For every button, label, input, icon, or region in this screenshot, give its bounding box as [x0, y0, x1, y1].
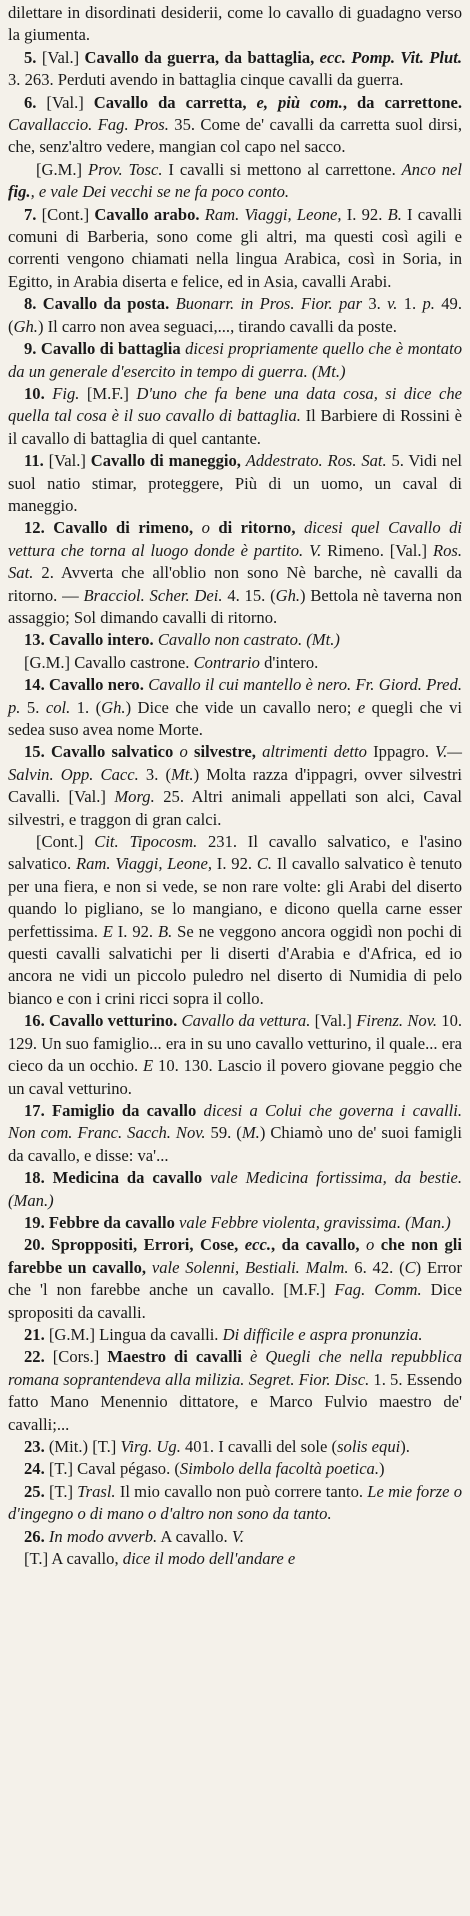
entry-text: d'intero. — [259, 652, 319, 672]
entry-text: Gh. — [275, 585, 301, 605]
entry-text: Cavallo di maneggio, — [90, 451, 246, 471]
entry-text: dice il modo dell'andare e — [122, 1549, 296, 1569]
entry-text: Ram. Viaggi, Leone, — [204, 204, 342, 224]
entry-text: altrimenti detto — [262, 742, 367, 762]
dictionary-entry — [8, 383, 462, 450]
entry-text: ). — [400, 1437, 410, 1456]
entry-text: ) Error che 'l non farebbe anche un cavallo. [M.F.] — [8, 1257, 463, 1300]
entry-text: 2. Avverta che all'oblio non sono Nè barche, nè cavalli da ritorno. — — [8, 563, 462, 605]
entry-text: Il cavallo salvatico è tenuto per una fiera, e non si vede, se non rare volte: gli Arabi del diserto quando lo pigliano, se lo mangiano, e dicono quella carne esser perfettissima. — [8, 854, 462, 941]
dictionary-entry — [8, 2, 462, 47]
entry-text: Virg. Ug. — [120, 1437, 181, 1456]
entry-text: [G.M.] Cavallo castrone. — [24, 652, 194, 672]
entry-text: [T.] — [48, 1481, 78, 1501]
entry-text: 16. Cavallo vetturino. — [24, 1011, 182, 1031]
entry-text: ecc. Pomp. Vit. Plut. — [319, 47, 463, 67]
dictionary-entry — [8, 92, 462, 159]
entry-text: Cavallo non castrato. (Mt.) — [157, 630, 340, 650]
entry-text: [G.M.] Lingua da cavalli. — [48, 1324, 223, 1344]
entry-text: Il Barbiere di Rossini è il cavallo di battaglia di quel cantante. — [8, 406, 462, 448]
entry-text: vale Medicina fortissima, da bestie. (Man.) — [8, 1168, 462, 1210]
entry-text: silvestre, — [187, 742, 263, 762]
entry-text: 3. ( — [138, 764, 171, 784]
entry-text: [Cont.] — [41, 204, 95, 224]
entry-text: [T.] A cavallo, — [24, 1549, 123, 1569]
entry-text: 9. Cavallo di battaglia — [24, 339, 186, 359]
entry-text: Firenz. Nov. — [356, 1011, 437, 1031]
entry-text: ecc. — [244, 1235, 271, 1255]
dictionary-entry — [8, 1234, 462, 1324]
entry-text: Dice spropositi da cavalli. — [8, 1280, 462, 1322]
entry-text: 23. — [24, 1437, 49, 1456]
entry-text: In modo avverb. — [48, 1526, 158, 1546]
entry-text: Ros. Sat. — [8, 540, 462, 583]
entry-text: Trasl. — [77, 1481, 116, 1501]
entry-text: 49. ( — [8, 294, 462, 336]
entry-text: Fig. — [52, 383, 80, 403]
entry-text: 5. Vidi nel suol natio stimar, proteggere, Più di un uomo, un caval di maneggio. — [8, 451, 462, 515]
entry-text: dilettare in disordinati desiderii, come lo cavallo di guadagno verso la giumenta. — [8, 3, 462, 45]
entry-text: Ippagro. — [366, 742, 436, 762]
entry-text: (Mit.) [T.] — [48, 1437, 121, 1456]
entry-text: 4. 15. ( — [222, 585, 276, 605]
entry-text: 1. ( — [70, 697, 102, 717]
entry-text: ) — [379, 1459, 385, 1479]
dictionary-entry — [8, 338, 462, 383]
entry-text: Se ne veggono ancora oggidì non pochi di questi cavalli salvatichi per li diserti d'Arabia e d'Africa, ed io ancora ne vidi un piccolo puledro nel diserto di Numidia di pelo bianco e con i crini ricci sopra il collo. — [8, 921, 462, 1008]
entry-text: 24. — [24, 1459, 49, 1479]
entry-text: 13. Cavallo intero. — [24, 630, 158, 650]
entry-text: Gh. — [101, 697, 126, 717]
entry-text: vale Solenni, Bestiali. Malm. — [151, 1257, 349, 1277]
entry-text: , e vale Dei vecchi se ne fa poco conto. — [30, 182, 290, 202]
dictionary-entry — [8, 204, 462, 294]
entry-text: 35. Come de' cavalli da carretta suol dirsi, che, senz'altro vedere, mangian col capo nel sacco. — [8, 115, 463, 157]
entry-text: B. — [387, 204, 402, 224]
entry-text: 6. — [24, 92, 47, 112]
entry-text: 22. — [24, 1347, 53, 1367]
entry-text: E — [143, 1056, 154, 1076]
entry-text: 6. 42. ( — [348, 1257, 405, 1277]
dictionary-entry — [8, 1212, 462, 1234]
dictionary-entry — [8, 629, 462, 651]
entry-text: [Val.] — [41, 47, 85, 67]
entry-text: 8. Cavallo da posta. — [24, 294, 176, 314]
entry-text: 3. — [362, 294, 388, 314]
entry-text: 25. — [24, 1481, 49, 1501]
entry-text: 25. Altri animali appellati son alci, Caval silvestri, e traggon di gran calci. — [8, 787, 462, 829]
entry-text: , da cavallo, — [271, 1235, 367, 1255]
entry-text: 10. 130. Lascio il povero giovane peggio che un caval vetturino. — [8, 1056, 463, 1098]
entry-text: Cavallo il cui mantello è nero. Fr. Giord. Pred. p. — [8, 675, 462, 717]
entry-text: 10. — [24, 383, 53, 403]
entry-text: Di difficile e aspra pronunzia. — [222, 1324, 423, 1344]
entry-text: M. — [241, 1123, 260, 1143]
entry-text: [Val.] — [310, 1011, 357, 1031]
entry-text: E — [102, 921, 113, 941]
dictionary-entry — [8, 1100, 462, 1167]
dictionary-entry — [8, 831, 462, 1010]
dictionary-entry — [8, 674, 462, 741]
dictionary-entry — [8, 1548, 462, 1570]
entry-text: I. 92. — [112, 921, 158, 941]
entry-text: Bracciol. Scher. Dei. — [83, 585, 223, 605]
entry-text: , da carrettone. — [342, 92, 462, 112]
entry-text: Anco nel — [401, 159, 462, 179]
entry-text: dicesi quel Cavallo di vettura che torna al luogo donde è partito. V. — [8, 518, 463, 560]
entry-text: col. — [45, 697, 71, 717]
entry-text: e — [357, 697, 366, 717]
entry-text: [Cors.] — [52, 1347, 108, 1367]
entry-text: V.— Salvin. Opp. Cacc. — [8, 742, 463, 784]
entry-text: Buonarr. in Pros. Fior. par — [175, 294, 363, 314]
entry-text: Prov. Tosc. — [88, 159, 163, 179]
entry-text: [M.F.] — [79, 383, 137, 403]
entry-text: [Val.] — [46, 92, 94, 112]
entry-text: vale Febbre violenta, gravissima. (Man.) — [179, 1212, 451, 1232]
entry-text: 5. — [24, 47, 42, 67]
entry-text: ) Bettola nè taverna non assaggio; Sol dimando cavalli di ritorno. — [8, 585, 463, 627]
entry-text: ) Il carro non avea seguaci,..., tirando cavalli da poste. — [37, 316, 397, 336]
entry-text: 26. — [24, 1526, 49, 1546]
entry-text: 1. 5. Essendo fatto Mano Menennio dittatore, e Marco Fulvio maestro de' cavalli;... — [8, 1369, 462, 1434]
entry-text: Simbolo della facoltà poetica. — [179, 1459, 379, 1479]
dictionary-entry — [8, 1346, 462, 1436]
entry-text: o — [366, 1235, 375, 1255]
entry-text: I. 92. — [212, 854, 257, 874]
dictionary-entry — [8, 450, 462, 517]
dictionary-entry — [8, 1481, 462, 1526]
entry-text: V. — [231, 1526, 244, 1546]
dictionary-entry — [8, 47, 462, 92]
entry-text: [T.] Caval pégaso. ( — [48, 1459, 180, 1479]
entry-text: Rimeno. [Val.] — [321, 540, 433, 560]
entry-text: Cit. Tipocosm. — [94, 832, 198, 852]
entry-text: [Val.] — [48, 451, 91, 471]
entry-text: 1. — [397, 294, 423, 314]
entry-text: I. 92. — [341, 204, 388, 224]
entry-text: [Cont.] — [36, 832, 95, 852]
entry-text: e, più com. — [256, 92, 343, 112]
entry-text: o — [201, 518, 210, 538]
dictionary-entry — [8, 159, 462, 204]
dictionary-entry — [8, 1436, 462, 1458]
entry-text: Cavallo da guerra, da battaglia, — [84, 47, 320, 67]
entry-text: Addestrato. Ros. Sat. — [245, 451, 387, 471]
entry-text: D'uno che fa bene una data cosa, si dice che quella tal cosa è il suo cavallo di battaglia. — [8, 383, 462, 426]
entry-text: che non gli farebbe un cavallo, — [8, 1235, 462, 1277]
entry-text: 5. — [20, 697, 46, 717]
dictionary-entry — [8, 1167, 462, 1212]
dictionary-entry — [8, 1324, 462, 1346]
entry-text: di ritorno, — [209, 518, 304, 538]
entry-text: C. — [256, 854, 273, 874]
entry-text: 231. Il cavallo salvatico, e l'asino salvatico. — [8, 832, 463, 874]
entry-text: Fag. Comm. — [334, 1280, 422, 1300]
entry-text: Maestro di cavalli — [107, 1347, 250, 1367]
entry-text: Morg. — [114, 787, 155, 807]
entry-text: 18. Medicina da cavallo — [24, 1168, 211, 1188]
entry-text: Mt. — [170, 764, 194, 784]
dictionary-entry — [8, 1526, 462, 1548]
entry-text: 12. Cavallo di rimeno, — [24, 518, 202, 538]
entry-text: 3. 263. Perduti avendo in battaglia cinque cavalli da guerra. — [8, 70, 404, 90]
entry-text: I cavalli si mettono al carrettone. — [162, 159, 402, 179]
entry-text: 15. Cavallo salvatico — [24, 742, 180, 762]
entry-text: è Quegli che nella repubblica romana soprantendeva alla milizia. Segret. Fior. Disc. — [8, 1347, 463, 1389]
entry-text: fig. — [8, 182, 31, 202]
dictionary-entry — [8, 1010, 462, 1100]
entry-text: 14. Cavallo nero. — [24, 675, 149, 695]
entry-text: quegli che vi sedea suso avea nome Morte. — [8, 697, 462, 739]
entry-text: ) Chiamò uno de' suoi famigli da cavallo, e disse: va'... — [8, 1123, 462, 1165]
entry-text: o — [179, 742, 188, 762]
entry-text: Cavallo da carretta, — [93, 92, 257, 112]
dictionary-entry — [8, 741, 462, 831]
entry-text: A cavallo. — [157, 1526, 232, 1546]
entry-text: p. — [422, 294, 435, 314]
entry-text: Il mio cavallo non può correre tanto. — [115, 1481, 368, 1501]
entry-text: 20. Sproppositi, Errori, Cose, — [24, 1235, 245, 1255]
entry-text: 11. — [24, 451, 49, 471]
entry-text: ) Dice che vide un cavallo nero; — [125, 697, 358, 717]
entry-text: solis equi — [337, 1437, 401, 1456]
entry-text: dicesi a Colui che governa i cavalli. Non com. Franc. Sacch. Nov. — [8, 1100, 462, 1143]
entry-text: 10. 129. Un suo famiglio... era in su uno cavallo vetturino, il quale... era cieco da un occhio. — [8, 1011, 463, 1076]
entry-text: 17. Famiglio da cavallo — [24, 1100, 204, 1120]
dictionary-entry — [8, 1458, 462, 1480]
entry-text: Contrario — [193, 652, 260, 672]
entry-text: ) Molta razza d'ippagri, ovver silvestri Cavalli. [Val.] — [8, 764, 462, 807]
entry-text: [G.M.] — [36, 159, 89, 179]
entry-text: Cavallo da vettura. — [181, 1011, 311, 1031]
entry-text: 19. Febbre da cavallo — [24, 1212, 180, 1232]
entry-text: Cavallo arabo. — [94, 204, 205, 224]
entry-text: 59. ( — [205, 1123, 242, 1143]
dictionary-entry — [8, 652, 462, 674]
entry-text: v. — [387, 294, 398, 314]
entry-text: B. — [157, 921, 173, 941]
dictionary-entry — [8, 293, 462, 338]
entry-text: Le mie forze o d'ingegno o di mano o d'altro non sono da tanto. — [8, 1481, 462, 1524]
entry-text: 401. I cavalli del sole ( — [180, 1437, 338, 1456]
entry-text: Gh. — [13, 316, 38, 336]
entry-text: dicesi propriamente quello che è montato da un generale d'esercito in tempo di guerra. (Mt.) — [8, 339, 462, 381]
dictionary-entry — [8, 517, 462, 629]
entry-text: 21. — [24, 1324, 49, 1344]
entry-text: I cavalli comuni di Barberia, sono come gli altri, ma questi così agili e correnti vengono chiamati nella lingua Arabica, così in Soria, in Egitto, in Arabia diserta e felice, ed in Asia, cavalli Arabi. — [8, 204, 462, 291]
entry-text: Ram. Viaggi, Leone, — [75, 854, 212, 874]
entry-text: Cavallaccio. Fag. Pros. — [8, 115, 169, 135]
entry-text: 7. — [24, 204, 42, 224]
entry-text: C — [404, 1257, 416, 1277]
